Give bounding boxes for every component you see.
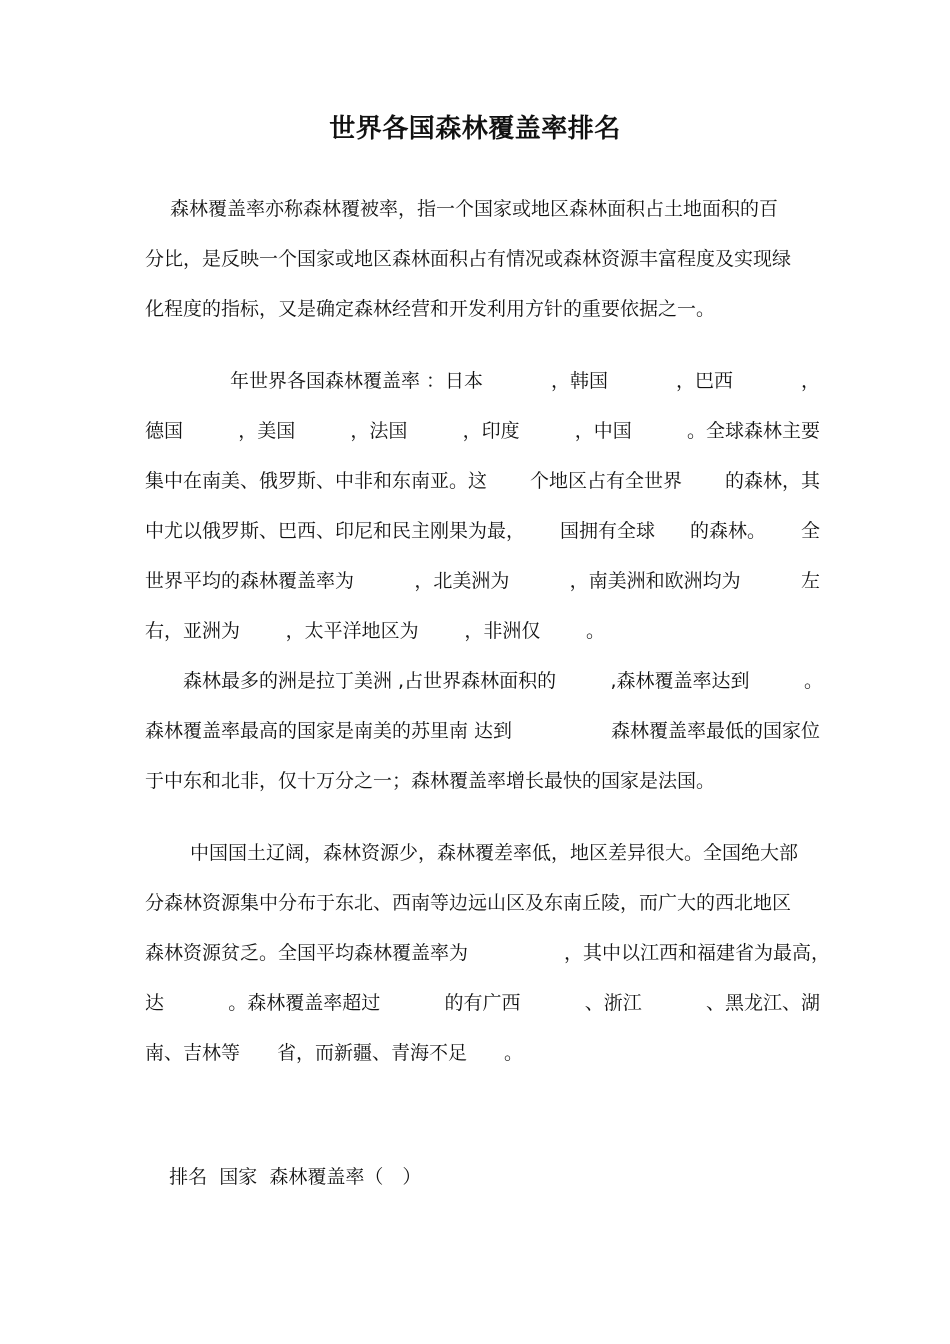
para1-line2: 分比，是反映一个国家或地区森林面积占有情况或森林资源丰富程度及实现绿 (145, 248, 792, 270)
para1-line1: 森林覆盖率亦称森林覆被率，指一个国家或地区森林面积占土地面积的百 (145, 198, 779, 220)
para4-line5: 南、吉林等 省，而新疆、青海不足 。 (145, 1042, 523, 1064)
para4-line3: 森林资源贫乏。全国平均森林覆盖率为 ，其中以江西和福建省为最高， (145, 942, 830, 964)
table-header-country: 国家 (219, 1166, 258, 1188)
para3-line2: 森林覆盖率最高的国家是南美的苏里南 达到 森林覆盖率最低的国家位 (145, 720, 820, 742)
table-header-rank: 排名 (169, 1166, 208, 1188)
para3-line1: 森林最多的洲是拉丁美洲 ,占世界森林面积的 ,森林覆盖率达到 。 (183, 670, 823, 692)
para2-line4: 中尤以俄罗斯、巴西、印尼和民主刚果为最， 国拥有全球 的森林。 全 (145, 520, 820, 542)
page-title: 世界各国森林覆盖率排名 (329, 114, 621, 144)
table-header-rate: 森林覆盖率（ ） (269, 1166, 422, 1188)
para2-line3: 集中在南美、俄罗斯、中非和东南亚。这 个地区占有全世界 的森林，其 (145, 470, 820, 492)
para4-line2: 分森林资源集中分布于东北、西南等边远山区及东南丘陵，而广大的西北地区 (145, 892, 792, 914)
table-header (145, 1138, 421, 1216)
para4-line1: 中国国土辽阔，森林资源少，森林覆差率低，地区差异很大。全国绝大部 (190, 842, 799, 864)
para3-line3: 于中东和北非，仅十万分之一；森林覆盖率增长最快的国家是法国。 (145, 770, 716, 792)
para2-line1: 年世界各国森林覆盖率 ：日本 ，韩国 ，巴西 ， (230, 370, 820, 392)
para2-line5: 世界平均的森林覆盖率为 ，北美洲为 ，南美洲和欧洲均为 左 (145, 570, 820, 592)
para2-line6: 右，亚洲为 ，太平洋地区为 ，非洲仅 。 (145, 620, 605, 642)
para2-line2: 德国 ，美国 ，法国 ，印度 ，中国 。全球森林主要 (145, 420, 820, 442)
para4-line4: 达 。森林覆盖率超过 的有广西 、浙江 、黑龙江、湖 (145, 992, 820, 1014)
para1-line3: 化程度的指标，又是确定森林经营和开发利用方针的重要依据之一。 (145, 298, 716, 320)
